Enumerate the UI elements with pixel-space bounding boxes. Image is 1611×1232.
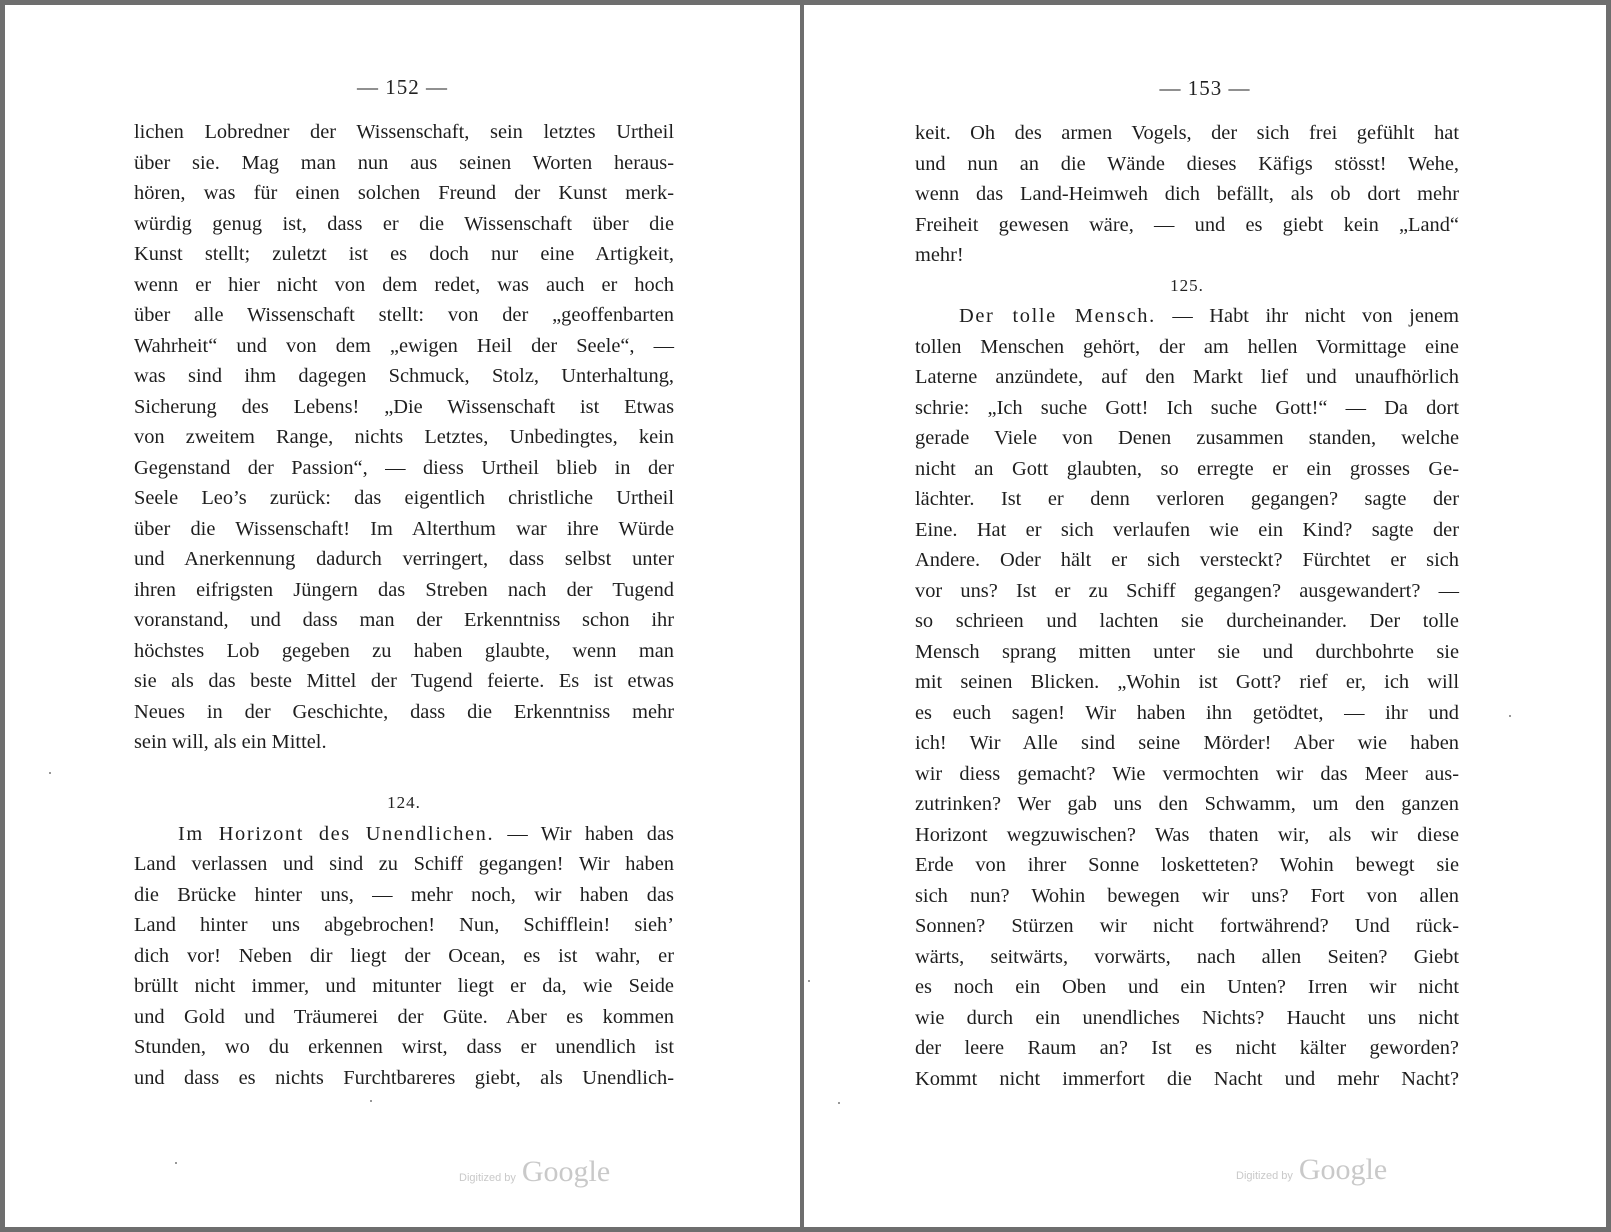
text-line: wenn das Land-Heimweh dich befällt, als ob dort mehr — [915, 183, 1459, 205]
text-line: gerade Viele von Denen zusammen standen, welche — [915, 427, 1459, 449]
text-line: Andere. Oder hält er sich versteckt? Fürchtet er sich — [915, 549, 1459, 571]
section-title-tail: — Habt ihr nicht von jenem — [1155, 305, 1459, 327]
text-line: und Gold und Träumerei der Güte. Aber es kommen — [134, 1005, 674, 1028]
text-line: Laterne anzündete, auf den Markt lief und unaufhörlich — [915, 366, 1459, 388]
text-line: es noch ein Oben und ein Unten? Irren wir nicht — [915, 976, 1459, 998]
text-line: Eine. Hat er sich verlaufen wie ein Kind? sagte der — [915, 518, 1459, 541]
text-line: dich vor! Neben dir liegt der Ocean, es ist wahr, er — [134, 944, 674, 967]
text-line: Stunden, wo du erkennen wirst, dass er unendlich ist — [134, 1036, 674, 1058]
paragraph-continued — [915, 118, 1459, 271]
paragraph-continued — [134, 117, 674, 758]
text-line: über die Wissenschaft! Im Alterthum war ihre Würde — [134, 517, 674, 540]
section-title: Der tolle Mensch. — [959, 305, 1156, 327]
section-heading-line — [134, 819, 674, 850]
text-line: vor uns? Ist er zu Schiff gegangen? ausgewandert? — — [915, 579, 1459, 602]
text-line: über sie. Mag man nun aus seinen Worten heraus- — [134, 151, 674, 174]
paper-speck — [1509, 715, 1511, 717]
text-line: ihren eifrigsten Jüngern das Streben nach der Tugend — [134, 578, 674, 601]
paper-speck — [49, 772, 51, 774]
text-line: nicht an Gott glaubten, so erregte er ein grosses Ge- — [915, 457, 1459, 480]
text-line: die Brücke hinter uns, — mehr noch, wir haben das — [134, 883, 674, 906]
text-line: der leere Raum an? Ist es nicht kälter geworden? — [915, 1037, 1459, 1059]
text-line: wie durch ein unendliches Nichts? Haucht uns nicht — [915, 1006, 1459, 1029]
text-line: Horizont wegzuwischen? Was thaten wir, als wir diese — [915, 823, 1459, 846]
paper-speck — [175, 1162, 177, 1164]
text-line: mehr! — [915, 244, 964, 266]
text-line: lächter. Ist er denn verloren gegangen? sagte der — [915, 488, 1459, 510]
text-line: Freiheit gewesen wäre, — und es giebt kein „Land“ — [915, 213, 1459, 236]
page-number-right: — 153 — — [1159, 76, 1251, 100]
text-line: Neues in der Geschichte, dass die Erkenntniss mehr — [134, 700, 674, 723]
google-logo: Google — [1298, 1153, 1388, 1186]
text-line: Land verlassen und sind zu Schiff gegangen! Wir haben — [134, 853, 674, 875]
text-line: und nun an die Wände dieses Käfigs stösst! Wehe, — [915, 152, 1459, 175]
text-line: ich! Wir Alle sind seine Mörder! Aber wie haben — [915, 732, 1459, 754]
text-line: und dass es nichts Furchtbareres giebt, als Unendlich- — [134, 1066, 674, 1089]
text-line: keit. Oh des armen Vogels, der sich frei gefühlt hat — [915, 122, 1459, 144]
text-line: Erde von ihrer Sonne losketteten? Wohin bewegt sie — [915, 854, 1459, 876]
section-heading-line — [915, 301, 1459, 332]
text-line: wir diess gemacht? Wie vermochten wir das Meer aus- — [915, 762, 1459, 785]
section-title: Im Horizont des Unendlichen. — [178, 822, 495, 845]
digitized-watermark — [1236, 1153, 1387, 1187]
text-line: mit seinen Blicken. „Wohin ist Gott? rief er, ich will — [915, 671, 1459, 693]
text-line: brüllt nicht immer, und mitunter liegt er da, wie Seide — [134, 975, 674, 997]
text-line: sich nun? Wohin bewegen wir uns? Fort von allen — [915, 884, 1459, 907]
text-line: schrie: „Ich suche Gott! Ich suche Gott!“ — Da dort — [915, 396, 1459, 419]
text-line: tollen Menschen gehört, der am hellen Vormittage eine — [915, 335, 1459, 358]
text-line: Sicherung des Lebens! „Die Wissenschaft ist Etwas — [134, 395, 674, 418]
section-number-124: 124. — [387, 793, 421, 812]
paper-speck — [808, 980, 810, 982]
text-line: sein will, als ein Mittel. — [134, 731, 327, 753]
text-line: Sonnen? Stürzen wir nicht fortwährend? Und rück- — [915, 915, 1459, 937]
left-page-text — [134, 117, 674, 1093]
text-line: hören, was für einen solchen Freund der Kunst merk- — [134, 182, 674, 204]
text-line: Wahrheit“ und von dem „ewigen Heil der Seele“, — — [134, 334, 674, 357]
text-line: und Anerkennung dadurch verringert, dass selbst unter — [134, 548, 674, 570]
watermark-label: Digitized by — [459, 1172, 516, 1184]
text-line: zutrinken? Wer gab uns den Schwamm, um den ganzen — [915, 793, 1459, 815]
text-line: Kunst stellt; zuletzt ist es doch nur eine Artigkeit, — [134, 243, 674, 265]
text-line: was sind ihm dagegen Schmuck, Stolz, Unterhaltung, — [134, 365, 674, 387]
paragraph-124 — [134, 849, 674, 1093]
section-number-125: 125. — [1170, 275, 1204, 295]
paragraph-125 — [915, 332, 1459, 1095]
paper-speck — [370, 1100, 372, 1102]
text-line: wenn er hier nicht von dem redet, was auch er hoch — [134, 273, 674, 296]
text-line: so schrieen und lachten sie durcheinander. Der tolle — [915, 610, 1459, 632]
text-line: würdig genug ist, dass er die Wissenschaft über die — [134, 212, 674, 235]
text-line: über alle Wissenschaft stellt: von der „geoffenbarten — [134, 304, 674, 326]
text-line: höchstes Lob gegeben zu haben glaubte, wenn man — [134, 639, 674, 662]
text-line: Kommt nicht immerfort die Nacht und mehr Nacht? — [915, 1067, 1459, 1090]
text-line: von zweitem Range, nichts Letztes, Unbedingtes, kein — [134, 426, 674, 448]
section-title-tail: — Wir haben das — [494, 822, 674, 845]
watermark-label: Digitized by — [1236, 1170, 1293, 1182]
paper-speck — [838, 1102, 840, 1104]
digitized-watermark — [459, 1155, 610, 1189]
text-line: Mensch sprang mitten unter sie und durchbohrte sie — [915, 640, 1459, 663]
text-line: sie als das beste Mittel der Tugend feierte. Es ist etwas — [134, 670, 674, 692]
text-line: wärts, seitwärts, vorwärts, nach allen Seiten? Giebt — [915, 945, 1459, 968]
right-page — [804, 5, 1606, 1227]
right-page-text — [915, 118, 1459, 1094]
text-line: voranstand, und dass man der Erkenntniss schon ihr — [134, 609, 674, 631]
text-line: Land hinter uns abgebrochen! Nun, Schifflein! sieh’ — [134, 914, 674, 936]
text-line: lichen Lobredner der Wissenschaft, sein letztes Urtheil — [134, 121, 674, 143]
google-logo: Google — [521, 1155, 611, 1188]
left-page — [5, 5, 800, 1227]
text-line: Seele Leo’s zurück: das eigentlich christliche Urtheil — [134, 487, 674, 509]
page-number-left: — 152 — — [357, 75, 448, 99]
text-line: es euch sagen! Wir haben ihn getödtet, — ihr und — [915, 701, 1459, 724]
text-line: Gegenstand der Passion“, — diess Urtheil blieb in der — [134, 456, 674, 479]
